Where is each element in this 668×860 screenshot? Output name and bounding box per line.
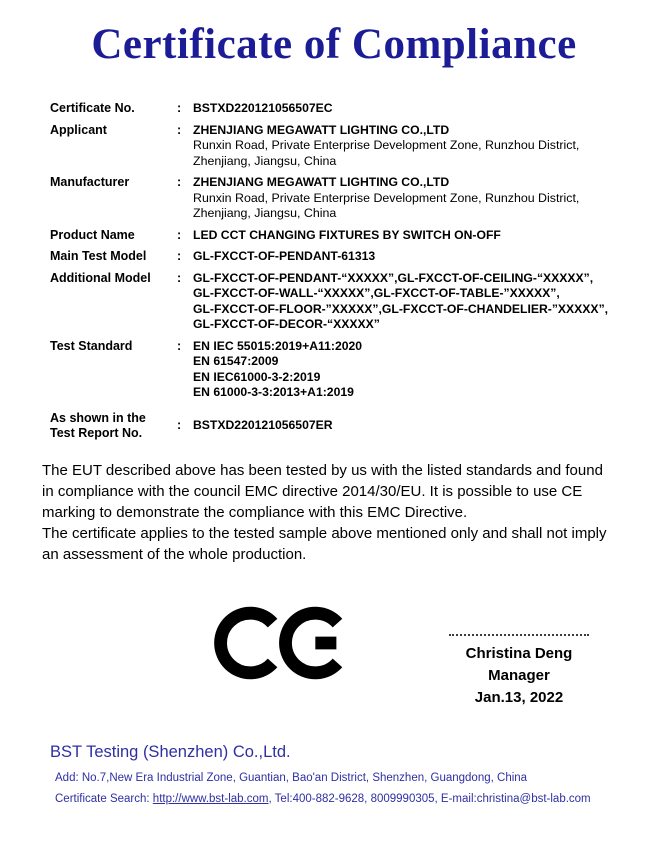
statement-line: in compliance with the council EMC directive 2014/30/EU. It is possible to use CE [42, 482, 583, 500]
ce-mark-icon [213, 602, 351, 684]
applicant-address-line: Runxin Road, Private Enterprise Development Zone, Runzhou District, [193, 138, 580, 152]
certificate-number: BSTXD220121056507EC [193, 101, 333, 115]
detail-row-main-test-model [50, 249, 658, 265]
signature-block [435, 634, 603, 709]
additional-model-line: GL-FXCCT-OF-FLOOR-”XXXXX”,GL-FXCCT-OF-CHANDELIER-”XXXXX”, [193, 301, 609, 316]
statement-line: The EUT described above has been tested by us with the listed standards and found [42, 461, 603, 479]
main-test-model: GL-FXCCT-OF-PENDANT-61313 [193, 249, 376, 263]
compliance-statement [42, 460, 658, 565]
colon-separator: : [177, 122, 182, 137]
colon-separator: : [177, 101, 182, 115]
additional-model-line: GL-FXCCT-OF-WALL-“XXXXX”,GL-FXCCT-OF-TABLE-”XXXXX”, [193, 286, 560, 300]
page-title: Certificate of Compliance [91, 21, 577, 68]
applicant-address-line: Zhenjiang, Jiangsu, China [193, 153, 337, 168]
field-label: Additional Model [50, 270, 151, 285]
field-value [193, 249, 658, 265]
colon-separator: : [177, 249, 182, 263]
issuer-footer [50, 743, 648, 805]
field-value [193, 339, 658, 401]
field-label: Manufacturer [50, 175, 130, 189]
manufacturer-address-line: Runxin Road, Private Enterprise Development Zone, Runzhou District, [193, 190, 580, 205]
field-value [193, 228, 658, 244]
field-value [193, 175, 658, 222]
field-value [193, 271, 658, 333]
test-standard-line: EN 61000-3-3:2013+A1:2019 [193, 385, 354, 399]
signer-name: Christina Deng [465, 644, 573, 662]
field-label: Applicant [50, 122, 107, 137]
detail-row-product-name [50, 228, 658, 244]
additional-model-line: GL-FXCCT-OF-DECOR-“XXXXX” [193, 317, 380, 331]
signature-date: Jan.13, 2022 [474, 688, 564, 706]
certificate-search-link[interactable]: http://www.bst-lab.com [152, 792, 269, 805]
manufacturer-name: ZHENJIANG MEGAWATT LIGHTING CO.,LTD [193, 175, 450, 189]
certificate-search-line [55, 793, 648, 805]
field-label: Product Name [50, 227, 135, 242]
test-standard-line: EN IEC 55015:2019+A11:2020 [193, 338, 363, 353]
search-suffix-text: , Tel:400-882-9628, 8009990305, E-mail:christina@bst-lab.com [268, 792, 591, 805]
colon-separator: : [177, 338, 182, 353]
field-label: Certificate No. [50, 101, 135, 115]
signer-role: Manager [488, 666, 550, 684]
signature-dotted-line [449, 634, 589, 636]
field-label-line: As shown in the [50, 410, 146, 425]
field-value [193, 123, 658, 170]
test-standard-line: EN IEC61000-3-2:2019 [193, 369, 321, 384]
detail-row-certificate-no [50, 101, 658, 117]
colon-separator: : [177, 175, 182, 189]
detail-row-manufacturer [50, 175, 658, 222]
detail-row-additional-model [50, 271, 658, 333]
issuer-company-name: BST Testing (Shenzhen) Co.,Ltd. [50, 742, 291, 761]
field-label-line: Test Report No. [50, 426, 143, 440]
field-label: Main Test Model [50, 249, 147, 263]
certificate-details [50, 101, 658, 442]
test-standard-line: EN 61547:2009 [193, 354, 279, 368]
search-prefix-text: Certificate Search: [55, 792, 153, 805]
statement-line: an assessment of the whole production. [42, 545, 307, 563]
detail-row-applicant [50, 123, 658, 170]
colon-separator: : [177, 418, 182, 433]
field-label: Test Standard [50, 338, 133, 353]
detail-row-test-report-no [50, 411, 658, 442]
product-name: LED CCT CHANGING FIXTURES BY SWITCH ON-OFF [193, 227, 501, 242]
field-value [193, 418, 658, 434]
test-report-number: BSTXD220121056507ER [193, 418, 333, 433]
statement-line: The certificate applies to the tested sample above mentioned only and shall not imply [42, 524, 607, 542]
statement-line: marking to demonstrate the compliance with this EMC Directive. [42, 503, 468, 521]
issuer-address: Add: No.7,New Era Industrial Zone, Guantian, Bao'an District, Shenzhen, Guangdong, China [55, 771, 528, 784]
manufacturer-address-line: Zhenjiang, Jiangsu, China [193, 206, 337, 220]
field-value [193, 101, 658, 117]
additional-model-line: GL-FXCCT-OF-PENDANT-“XXXXX”,GL-FXCCT-OF-CEILING-“XXXXX”, [193, 270, 594, 285]
detail-row-test-standard [50, 339, 658, 401]
colon-separator: : [177, 270, 182, 285]
field-label [50, 411, 177, 442]
colon-separator: : [177, 227, 182, 242]
applicant-name: ZHENJIANG MEGAWATT LIGHTING CO.,LTD [193, 122, 450, 137]
mark-and-signature-section [0, 602, 668, 709]
